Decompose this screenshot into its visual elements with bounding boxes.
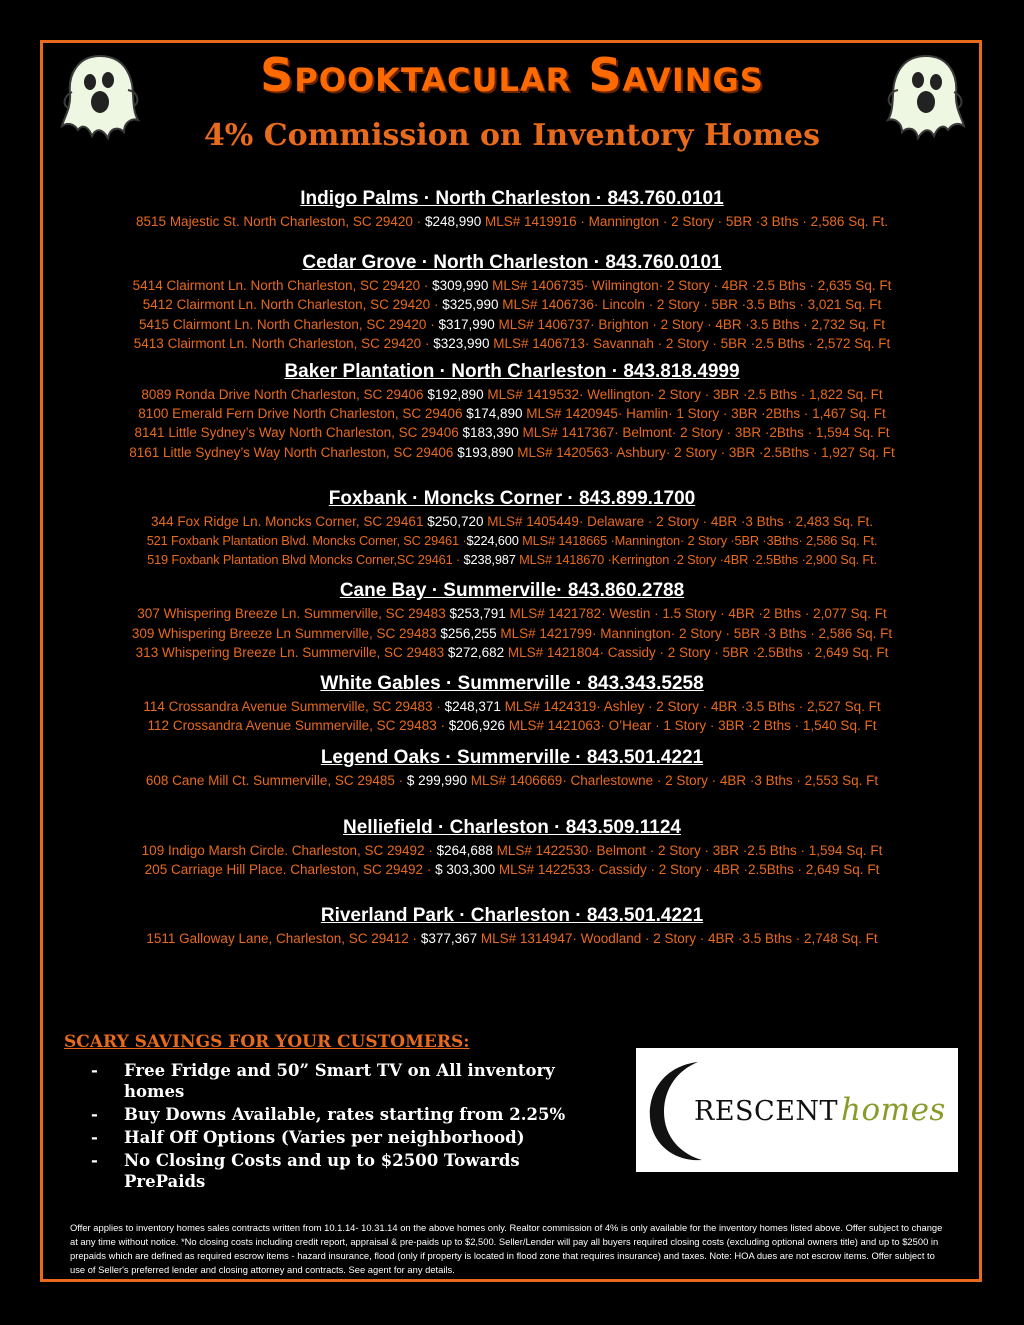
- listing-price: $183,390: [462, 425, 519, 441]
- perks-heading: SCARY SAVINGS FOR YOUR CUSTOMERS:: [64, 1032, 470, 1052]
- listing-price: $264,688: [436, 842, 493, 858]
- listing-row: 5412 Clairmont Ln. North Charleston, SC 29420 · $325,990 MLS# 1406736· Lincoln · 2 Story · 5BR ·3.5 Bths · 3,021 Sq. Ft: [142, 297, 882, 313]
- community-section: [44, 578, 980, 662]
- community-heading: Baker Plantation · North Charleston · 843.818.4999: [284, 361, 740, 383]
- listing-price: $174,890: [466, 406, 523, 422]
- listing-price: $238,987: [463, 552, 516, 568]
- community-heading: Cane Bay · Summerville· 843.860.2788: [339, 580, 685, 602]
- listing-price: $250,720: [427, 513, 484, 529]
- listing-price: $323,990: [433, 335, 490, 351]
- community-heading: White Gables · Summerville · 843.343.5258: [320, 673, 704, 695]
- listing-price: $325,990: [442, 297, 499, 313]
- perks-block: [64, 1032, 604, 1194]
- community-heading: Cedar Grove · North Charleston · 843.760.0101: [302, 252, 722, 274]
- listing-row: 309 Whispering Breeze Ln Summerville, SC 29483 $256,255 MLS# 1421799· Mannington· 2 Story · 5BR ·3 Bths · 2,586 Sq. Ft: [131, 625, 893, 641]
- community-section: [44, 671, 980, 735]
- listing-price: $192,890: [427, 387, 484, 403]
- listing-row: 608 Cane Mill Ct. Summerville, SC 29485 · $ 299,990 MLS# 1406669· Charlestowne · 2 Story · 4BR ·3 Bths · 2,553 Sq. Ft: [145, 773, 879, 789]
- listing-row: 114 Crossandra Avenue Summerville, SC 29483 · $248,371 MLS# 1424319· Ashley · 2 Story · 4BR ·3.5 Bths · 2,527 Sq. Ft: [143, 699, 881, 715]
- listing-price: $317,990: [438, 316, 495, 332]
- listing-price: $377,367: [420, 931, 478, 947]
- listing-price: $256,255: [440, 625, 497, 641]
- listing-row: 313 Whispering Breeze Ln. Summerville, SC 29483 $272,682 MLS# 1421804· Cassidy · 2 Story · 5BR ·2.5Bths · 2,649 Sq. Ft: [135, 644, 889, 660]
- listing-row: 5413 Clairmont Ln. North Charleston, SC 29420 · $323,990 MLS# 1406713· Savannah · 2 Story · 5BR ·2.5 Bths · 2,572 Sq. Ft: [133, 335, 891, 351]
- community-phone: 843.899.1700: [578, 487, 696, 509]
- community-phone: 843.343.5258: [587, 673, 704, 695]
- disclaimer-text: Offer applies to inventory homes sales contracts written from 10.1.14- 10.31.14 on the above homes only. Realtor commission of 4% is only available for the inventory homes listed above. Offer subject to change at any time without notice. *No closing costs including credit report, appraisal & pre-paids up to $2,500. Seller/Lender will pay all buyers required closing costs (excluding optional owners title) and up to $2500 in prepaids which are defined as required escrow items - hazard insurance, flood (only if property is located in flood zone that requires insurance) and taxes. Note: HOA dues are not escrow items. Offer subject to use of Seller's preferred lender and closing attorney and contracts. See agent for any details.: [70, 1222, 943, 1275]
- community-heading: Legend Oaks · Summerville · 843.501.4221: [320, 747, 704, 769]
- community-section: [44, 745, 980, 790]
- perk-item: - Half Off Options (Varies per neighborhood): [91, 1128, 525, 1147]
- listing-row: 8515 Majestic St. North Charleston, SC 29420 · $248,990 MLS# 1419916 · Mannington · 2 Story · 5BR ·3 Bths · 2,586 Sq. Ft.: [136, 214, 888, 229]
- listing-row: 8089 Ronda Drive North Charleston, SC 29406 $192,890 MLS# 1419532· Wellington· 2 Story · 3BR ·2.5 Bths · 1,822 Sq. Ft: [141, 387, 883, 403]
- community-phone: 843.760.0101: [607, 188, 724, 209]
- listing-price: $309,990: [432, 278, 489, 294]
- listing-price: $ 299,990: [406, 773, 467, 789]
- community-phone: 843.860.2788: [567, 580, 685, 602]
- listing-price: $206,926: [448, 718, 506, 734]
- logo-wordmark: RESCENThomes: [694, 1092, 946, 1128]
- community-section: [44, 250, 980, 353]
- listing-row: 8141 Little Sydney’s Way North Charleston, SC 29406 $183,390 MLS# 1417367· Belmont· 2 Story · 3BR ·2Bths · 1,594 Sq. Ft: [134, 425, 890, 441]
- community-section: [44, 186, 980, 231]
- listing-row: 112 Crossandra Avenue Summerville, SC 29483 · $206,926 MLS# 1421063· O’Hear · 1 Story · 3BR ·2 Bths · 1,540 Sq. Ft: [147, 718, 877, 734]
- community-section: [44, 359, 980, 462]
- community-heading: Nelliefield · Charleston · 843.509.1124: [343, 816, 681, 838]
- community-phone: 843.501.4221: [586, 905, 704, 927]
- listing-price: $253,791: [449, 606, 506, 622]
- perk-item: - Buy Downs Available, rates starting from 2.25%: [91, 1105, 566, 1124]
- community-heading: Riverland Park · Charleston · 843.501.4221: [320, 905, 704, 927]
- perks-list: [64, 1060, 604, 1192]
- community-phone: 843.509.1124: [565, 816, 681, 838]
- listing-row: 5414 Clairmont Ln. North Charleston, SC 29420 · $309,990 MLS# 1406735· Wilmington· 2 Story · 4BR ·2.5 Bths · 2,635 Sq. Ft: [132, 278, 892, 294]
- community-section: [44, 903, 980, 948]
- community-section: [44, 486, 980, 570]
- listing-row: 521 Foxbank Plantation Blvd. Moncks Corner, SC 29461 ·$224,600 MLS# 1418665 ·Mannington· 2 Story ·5BR ·3Bths· 2,586 Sq. Ft.: [146, 533, 878, 549]
- community-section: [44, 815, 980, 879]
- community-heading: Foxbank · Moncks Corner · 843.899.1700: [328, 487, 696, 509]
- crescent-homes-logo: [636, 1048, 958, 1172]
- listing-row: 307 Whispering Breeze Ln. Summerville, SC 29483 $253,791 MLS# 1421782· Westin · 1.5 Story · 4BR ·2 Bths · 2,077 Sq. Ft: [137, 606, 887, 622]
- listing-row: 5415 Clairmont Ln. North Charleston, SC 29420 · $317,990 MLS# 1406737· Brighton · 2 Story · 4BR ·3.5 Bths · 2,732 Sq. Ft: [139, 316, 885, 332]
- perk-item: - Free Fridge and 50” Smart TV on All inventory homes: [91, 1061, 555, 1101]
- listing-row: 1511 Galloway Lane, Charleston, SC 29412 · $377,367 MLS# 1314947· Woodland · 2 Story · 4BR ·3.5 Bths · 2,748 Sq. Ft: [146, 931, 878, 947]
- listing-row: 344 Fox Ridge Ln. Moncks Corner, SC 29461 $250,720 MLS# 1405449· Delaware · 2 Story · 4BR ·3 Bths · 2,483 Sq. Ft.: [151, 513, 873, 529]
- listing-price: $248,371: [444, 699, 501, 715]
- page-subtitle: 4% Commission on Inventory Homes: [203, 118, 821, 153]
- community-phone: 843.818.4999: [623, 361, 740, 383]
- listing-price: $248,990: [424, 214, 482, 229]
- listing-price: $ 303,300: [435, 861, 496, 877]
- listing-price: $193,890: [457, 444, 514, 460]
- community-phone: 843.501.4221: [586, 747, 704, 769]
- listing-price: $224,600: [466, 533, 519, 549]
- listing-price: $272,682: [447, 644, 505, 660]
- perk-item: - No Closing Costs and up to $2500 Towards PrePaids: [91, 1151, 520, 1191]
- community-heading: Indigo Palms · North Charleston · 843.760.0101: [300, 188, 724, 209]
- listing-row: 8161 Little Sydney’s Way North Charleston, SC 29406 $193,890 MLS# 1420563· Ashbury· 2 Story · 3BR ·2.5Bths · 1,927 Sq. Ft: [129, 444, 895, 460]
- listing-row: 519 Foxbank Plantation Blvd Moncks Corner,SC 29461 · $238,987 MLS# 1418670 ·Kerrington ·2 Story ·4BR ·2.5Bths ·2,900 Sq. Ft.: [147, 552, 877, 568]
- listing-row: 8100 Emerald Fern Drive North Charleston, SC 29406 $174,890 MLS# 1420945· Hamlin· 1 Story · 3BR ·2Bths · 1,467 Sq. Ft: [138, 406, 886, 422]
- listings-content: [44, 186, 980, 948]
- listing-row: 109 Indigo Marsh Circle. Charleston, SC 29492 · $264,688 MLS# 1422530· Belmont · 2 Story · 3BR ·2.5 Bths · 1,594 Sq. Ft: [141, 842, 883, 858]
- page-title: Spooktacular Savings: [260, 48, 764, 102]
- listing-row: 205 Carriage Hill Place. Charleston, SC 29492 · $ 303,300 MLS# 1422533· Cassidy · 2 Story · 4BR ·2.5Bths · 2,649 Sq. Ft: [144, 861, 880, 877]
- community-phone: 843.760.0101: [605, 252, 722, 274]
